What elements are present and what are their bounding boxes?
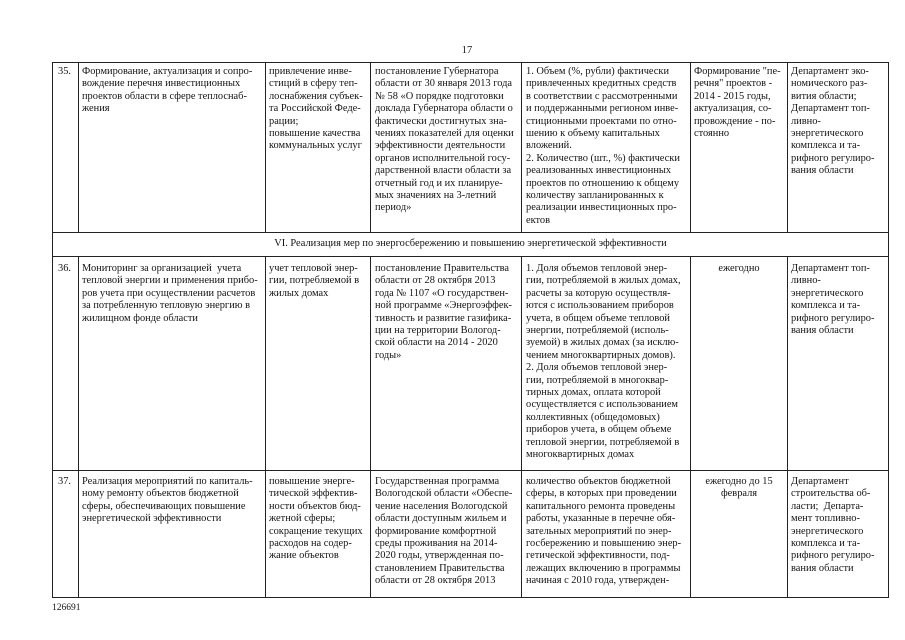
- deadline-cell: Формирование "пе- речня" проектов - 2014 - 2015 годы, актуализация, со- провождение - по- стоянно: [691, 63, 788, 233]
- table-body: [53, 63, 889, 598]
- section-heading-row: [53, 233, 889, 257]
- row-number-cell: 36.: [53, 257, 79, 471]
- responsible-cell: Департамент эко- номического раз- вития области; Департамент топ- ливно- энергетического комплекса и та- рифного регулиро- вания области: [788, 63, 889, 233]
- table-row-35: [53, 63, 889, 233]
- deadline-cell: ежегодно до 15 февраля: [691, 471, 788, 598]
- objective-cell: привлечение инве- стиций в сферу теп- лоснабжения субъек- та Российской Феде- рации; повышение качества коммунальных услуг: [266, 63, 371, 233]
- measures-table: [52, 62, 889, 598]
- basis-document-cell: Государственная программа Вологодской области «Обеспе- чение населения Вологодской области доступным жильем и формирование комфортной среды проживания на 2014- 2020 годы, утвержденная по- становлением Правительства области от 28 октября 2013: [371, 471, 522, 598]
- page-number: 17: [461, 45, 473, 56]
- basis-document-cell: постановление Правительства области от 28 октября 2013 года № 1107 «О государствен- ной программе «Энергоэффек- тивность и развитие газифика- ции на территории Вологод- ской области на 2014 - 2020 годы»: [371, 257, 522, 471]
- activity-cell: Мониторинг за организацией учета тепловой энергии и применения прибо- ров учета при осуществлении расчетов за потребленную тепловую энергию в жилищном фонде области: [79, 257, 266, 471]
- indicator-cell: количество объектов бюджетной сферы, в которых при проведении капитального ремонта проведены работы, указанные в перечне обя- зательных мероприятий по энер- госбережению и повышению энер- гетической эффективности, под- лежащих включению в программы начиная с 2010 года, утвержден-: [522, 471, 691, 598]
- document-code: 126691: [52, 603, 81, 613]
- objective-cell: учет тепловой энер- гии, потребляемой в жилых домах: [266, 257, 371, 471]
- activity-cell: Реализация мероприятий по капиталь- ному ремонту объектов бюджетной сферы, обеспечивающих повышение энергетической эффективности: [79, 471, 266, 598]
- section-heading: VI. Реализация мер по энергосбережению и повышению энергетической эффективности: [53, 233, 889, 257]
- indicator-cell: 1. Объем (%, рубли) фактически привлеченных кредитных средств в соответствии с рассмотренными и поддержанными регионом инве- стиционными проектами по отно- шению к объему капитальных вложений. 2. Количество (шт., %) фактически реализованных инвестиционных проектов по отношению к общему количеству запланированных к реализации инвестиционных про- ектов: [522, 63, 691, 233]
- responsible-cell: Департамент топ- ливно- энергетического комплекса и та- рифного регулиро- вания области: [788, 257, 889, 471]
- row-number-cell: 35.: [53, 63, 79, 233]
- deadline-cell: ежегодно: [691, 257, 788, 471]
- indicator-cell: 1. Доля объемов тепловой энер- гии, потребляемой в жилых домах, расчеты за которую осуществля- ются с использованием приборов учета, в общем объеме тепловой энергии, потребляемой (исполь- зуемой) в жилых домах (за исклю- чением многоквартирных домов). 2. Доля объемов тепловой энер- гии, потребляемой в многоквар- тирных домах, оплата которой осуществляется с использованием коллективных (общедомовых) приборов учета, в общем объеме тепловой энергии, потребляемой в многоквартирных домах: [522, 257, 691, 471]
- basis-document-cell: постановление Губернатора области от 30 января 2013 года № 58 «О порядке подготовки доклада Губернатора области о фактически достигнутых зна- чениях показателей для оценки эффективности деятельности органов исполнительной госу- дарственной власти области за отчетный год и их планируе- мых значениях на 3-летний период»: [371, 63, 522, 233]
- objective-cell: повышение энерге- тической эффектив- ности объектов бюд- жетной сферы; сокращение текущих расходов на содер- жание объектов: [266, 471, 371, 598]
- table-row-37: [53, 471, 889, 598]
- responsible-cell: Департамент строительства об- ласти; Департа- мент топливно- энергетического комплекса и та- рифного регулиро- вания области: [788, 471, 889, 598]
- row-number-cell: 37.: [53, 471, 79, 598]
- activity-cell: Формирование, актуализация и сопро- вождение перечня инвестиционных проектов области в сфере теплоснаб- жения: [79, 63, 266, 233]
- table-row-36: [53, 257, 889, 471]
